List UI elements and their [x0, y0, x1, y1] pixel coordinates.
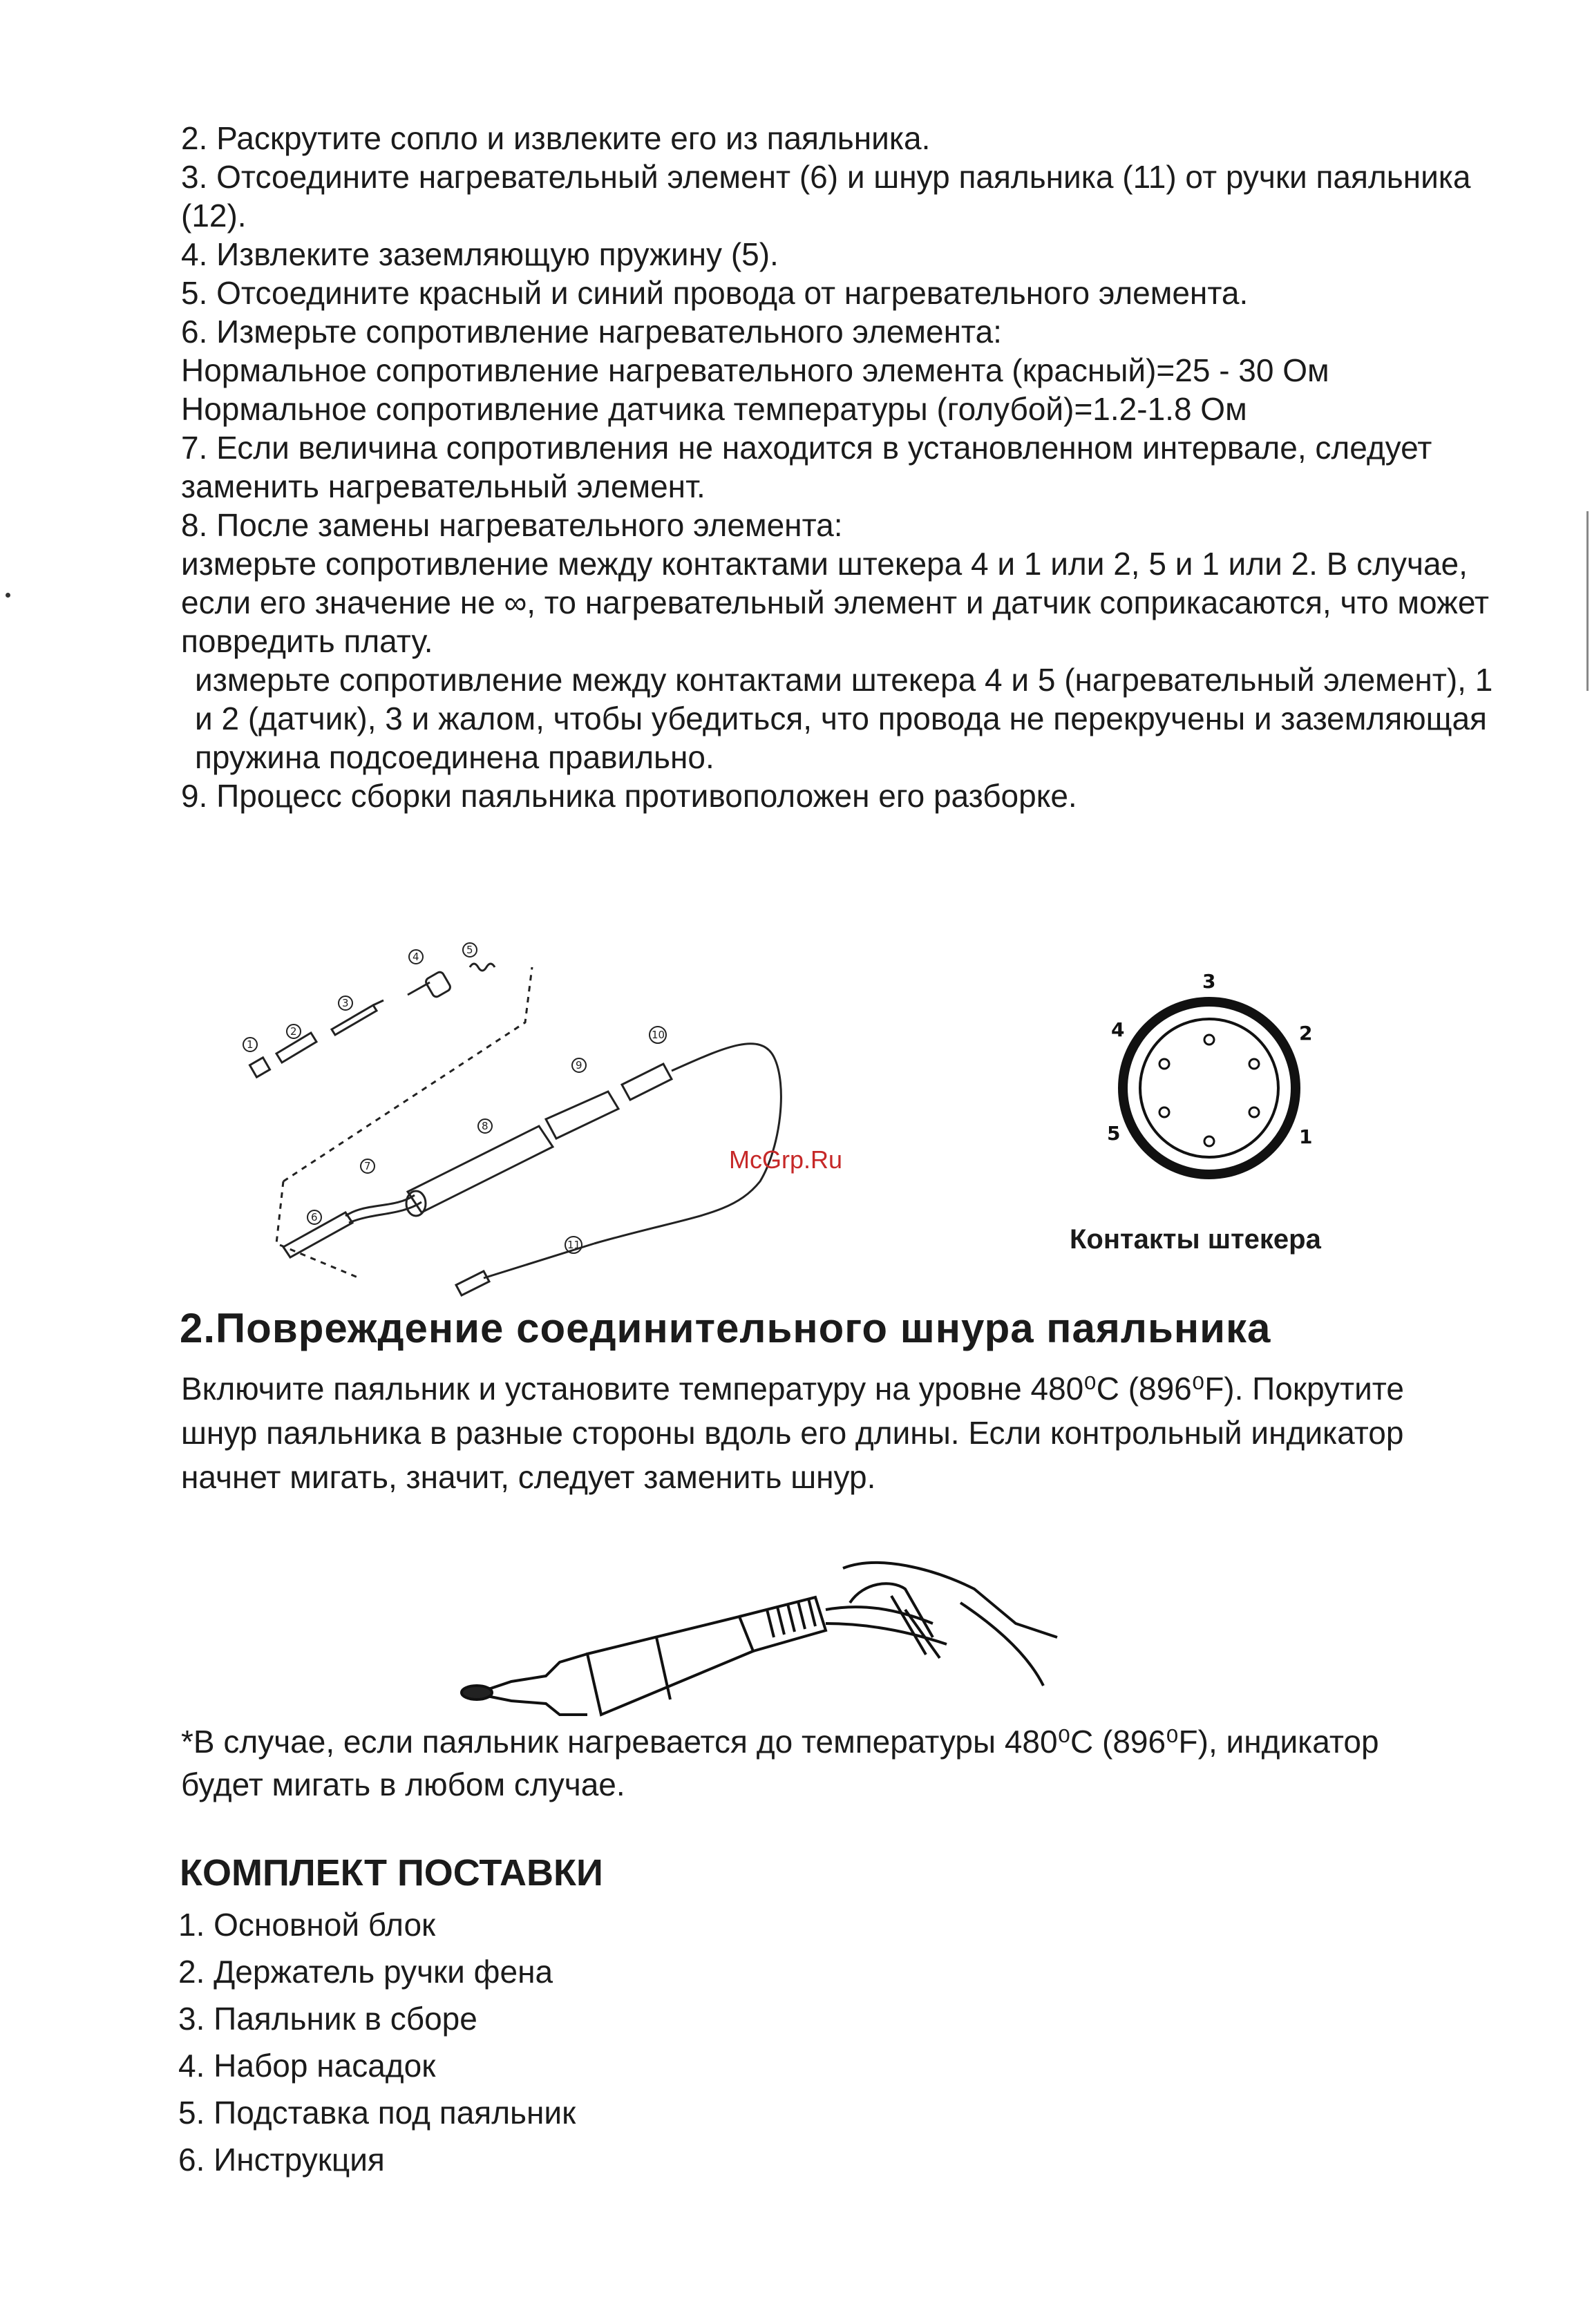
- step-2: 2. Раскрутите сопло и извлеките его из паяльника.: [181, 120, 931, 156]
- kit-title: КОМПЛЕКТ ПОСТАВКИ: [180, 1852, 603, 1894]
- sensor-resistance-line: Нормальное сопротивление датчика температуры (голубой)=1.2-1.8 Ом: [181, 391, 1247, 427]
- disassembly-steps: [181, 119, 1494, 815]
- part-label-9: 9: [576, 1059, 582, 1071]
- pin-label-3: 3: [1202, 970, 1216, 993]
- soldering-iron-exploded-diagram: [235, 919, 815, 1306]
- part-label-8: 8: [482, 1120, 489, 1132]
- scan-speck: [6, 593, 10, 598]
- pin-label-5: 5: [1107, 1122, 1121, 1145]
- step-7: 7. Если величина сопротивления не находится в установленном интервале, следует заменить нагревательный элемент.: [181, 430, 1432, 504]
- part-label-6: 6: [311, 1211, 318, 1223]
- part-label-11: 11: [567, 1239, 581, 1251]
- pin-label-2: 2: [1299, 1022, 1313, 1045]
- watermark: McGrp.Ru: [729, 1145, 843, 1174]
- kit-item: 4. Набор насадок: [178, 2048, 436, 2084]
- step-3: 3. Отсоедините нагревательный элемент (6) и шнур паяльника (11) от ручки паяльника (12).: [181, 159, 1471, 234]
- step-4: 4. Извлеките заземляющую пружину (5).: [181, 236, 779, 272]
- section-2-paragraph: Включите паяльник и установите температуру на уровне 480⁰С (896⁰F). Покрутите шнур паяльника в разные стороны вдоль его длины. Если контрольный индикатор начнет мигать, значит, следует заменить шнур.: [181, 1371, 1404, 1495]
- hand-holding-iron-illustration: [449, 1513, 1071, 1720]
- step-6: 6. Измерьте сопротивление нагревательного элемента:: [181, 314, 1002, 350]
- part-label-7: 7: [364, 1160, 371, 1172]
- kit-item: 1. Основной блок: [178, 1907, 436, 1943]
- step-8-check-b: измерьте сопротивление между контактами штекера 4 и 5 (нагревательный элемент), 1 и 2 (датчик), 3 и жалом, чтобы убедиться, что провода не перекручены и заземляющая пружина подсоединена правильно.: [195, 662, 1493, 775]
- plug-caption: Контакты штекера: [1070, 1224, 1321, 1255]
- step-9: 9. Процесс сборки паяльника противоположен его разборке.: [181, 778, 1077, 814]
- step-8: 8. После замены нагревательного элемента:: [181, 507, 843, 543]
- scan-edge-line: [1586, 511, 1589, 691]
- step-5: 5. Отсоедините красный и синий провода от нагревательного элемента.: [181, 275, 1249, 311]
- kit-item: 3. Паяльник в сборе: [178, 2001, 477, 2037]
- pin-label-4: 4: [1111, 1018, 1125, 1041]
- kit-item: 5. Подставка под паяльник: [178, 2095, 576, 2131]
- section-2-title: 2.Повреждение соединительного шнура паяльника: [180, 1305, 1271, 1351]
- part-label-5: 5: [466, 944, 473, 956]
- plug-contacts-diagram: [1092, 960, 1327, 1188]
- pin-label-1: 1: [1299, 1125, 1313, 1148]
- section-2-note: *В случае, если паяльник нагревается до температуры 480⁰С (896⁰F), индикатор будет мигать в любом случае.: [181, 1724, 1379, 1802]
- part-label-4: 4: [413, 951, 419, 963]
- kit-list: [178, 1901, 576, 2183]
- step-8-check-a: измерьте сопротивление между контактами штекера 4 и 1 или 2, 5 и 1 или 2. В случае, если его значение не ∞, то нагревательный элемент и датчик соприкасаются, что может повредить плату.: [181, 546, 1489, 659]
- part-label-3: 3: [342, 997, 349, 1009]
- part-label-10: 10: [652, 1029, 665, 1041]
- part-label-2: 2: [290, 1025, 297, 1038]
- kit-item: 6. Инструкция: [178, 2142, 385, 2178]
- kit-item: 2. Держатель ручки фена: [178, 1954, 553, 1990]
- part-label-1: 1: [247, 1038, 254, 1051]
- heater-resistance-line: Нормальное сопротивление нагревательного элемента (красный)=25 - 30 Ом: [181, 352, 1329, 388]
